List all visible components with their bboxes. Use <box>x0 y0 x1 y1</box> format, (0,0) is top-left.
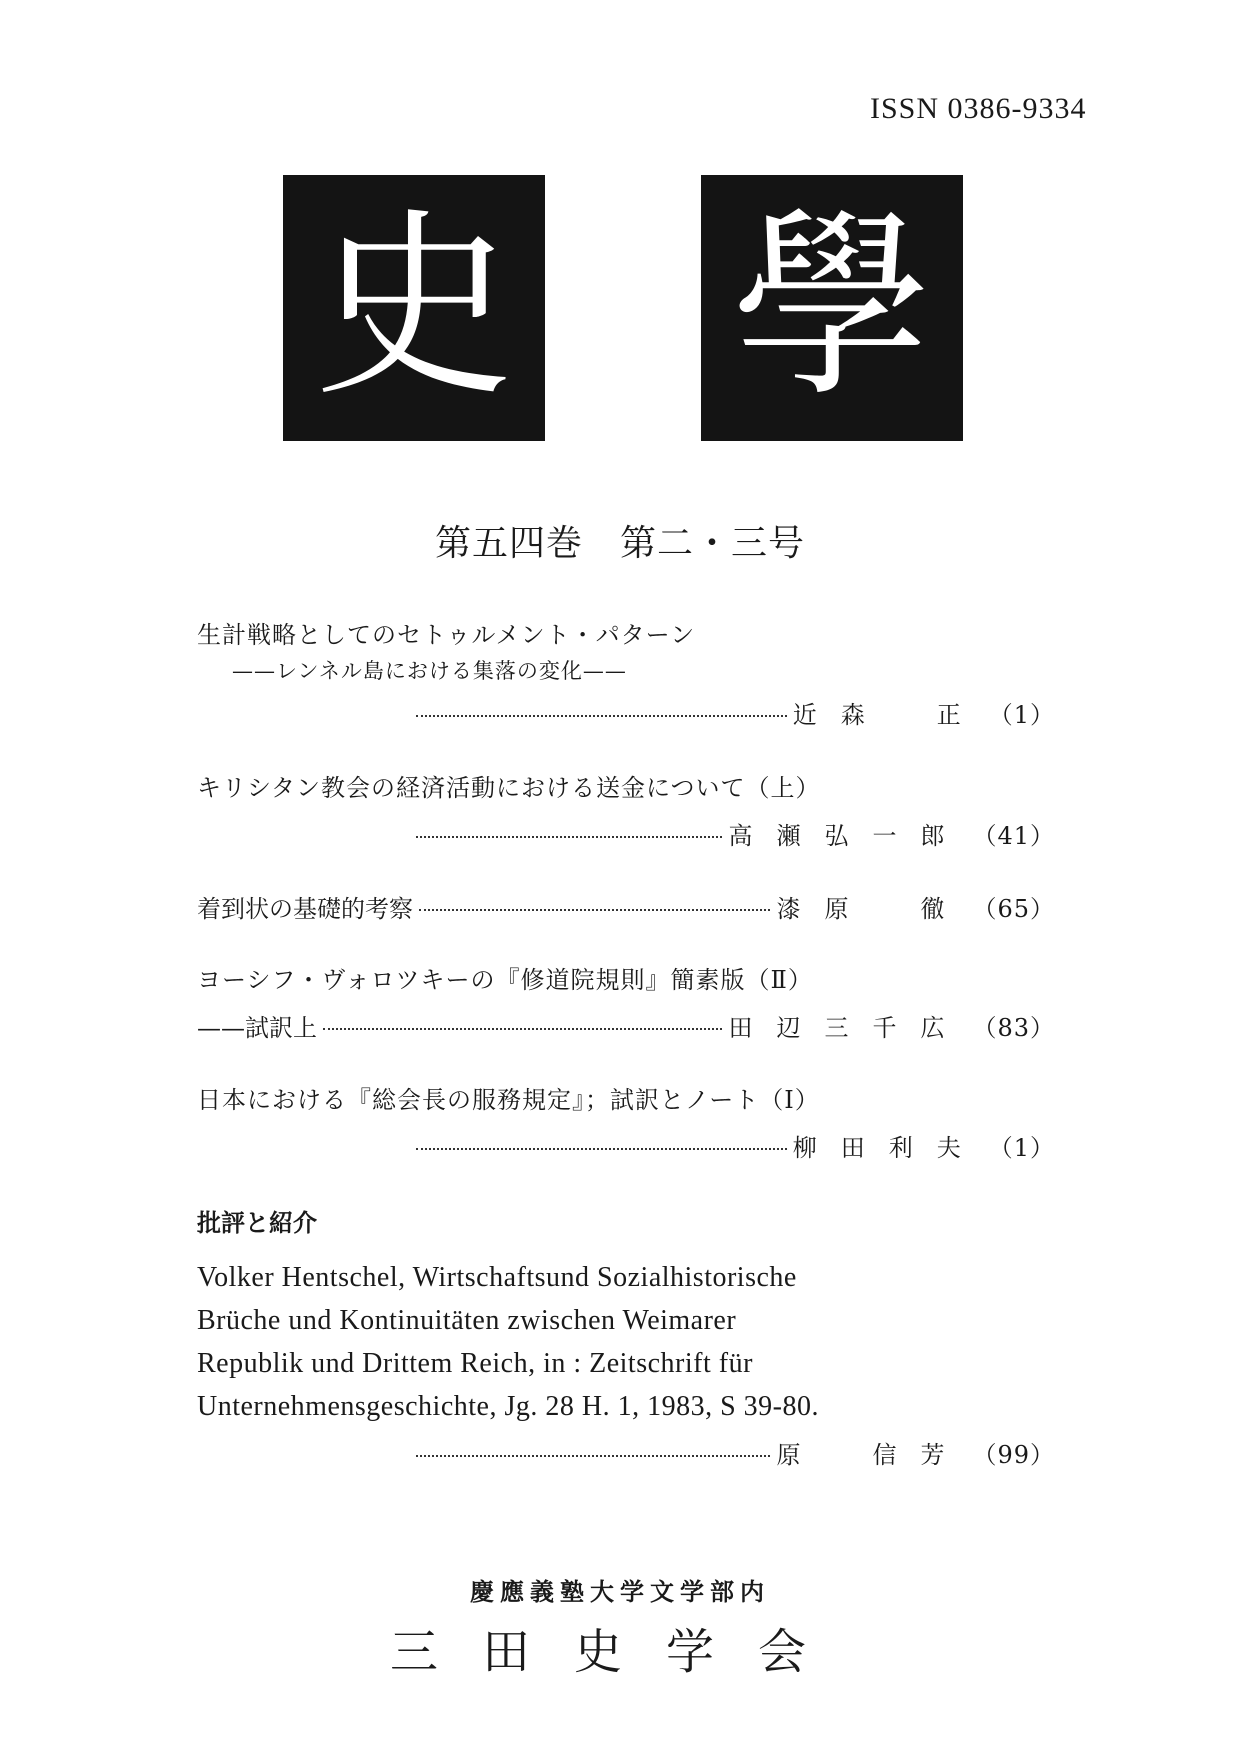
review-author: 原 信芳 <box>776 1441 969 1469</box>
review-line-4: Unternehmensgeschichte, Jg. 28 H. 1, 1983, S 39-80. <box>197 1391 819 1422</box>
article-1-subtitle: ——レンネル島における集落の変化—— <box>232 659 627 683</box>
review-line-1: Volker Hentschel, Wirtschaftsund Sozialhistorische <box>197 1262 797 1293</box>
article-2-author: 高瀬弘一郎 <box>728 822 969 850</box>
article-5-byline <box>410 1128 1055 1163</box>
article-2-page: （41） <box>972 822 1055 850</box>
review-line-3: Republik und Drittem Reich, in : Zeitschrift für <box>197 1348 753 1379</box>
volume-issue: 第五四巻 第二・三号 <box>434 523 805 564</box>
dot-leader <box>416 715 787 717</box>
section-heading-reviews: 批評と紹介 <box>197 1208 317 1237</box>
article-3-row <box>197 889 1055 924</box>
article-5-title: 日本における『総会長の服務規定』；試訳とノート（Ⅰ） <box>197 1086 820 1114</box>
article-1-author: 近森 正 <box>792 701 985 729</box>
article-1-byline <box>410 695 1055 730</box>
issn-number: ISSN 0386-9334 <box>870 92 1087 125</box>
dot-leader <box>416 836 722 838</box>
article-5-page: （1） <box>988 1134 1055 1162</box>
article-3-author: 漆原 徹 <box>776 895 969 923</box>
article-3-page: （65） <box>972 895 1055 923</box>
article-1-title: 生計戦略としてのセトゥルメント・パターン <box>197 621 696 649</box>
article-4-author: 田辺三千広 <box>728 1014 969 1042</box>
review-line-2: Brüche und Kontinuitäten zwischen Weimarer <box>197 1305 737 1336</box>
review-byline <box>410 1435 1055 1470</box>
publisher-name: 三田史学会 <box>389 1624 850 1680</box>
dot-leader <box>416 1455 770 1457</box>
publisher-affiliation: 慶應義塾大学文学部内 <box>470 1577 770 1606</box>
article-4-row <box>197 1008 1055 1043</box>
journal-title-char-2: 學 <box>701 175 963 441</box>
article-2-byline <box>410 816 1055 851</box>
article-4-title: ヨーシフ・ヴォロツキーの『修道院規則』簡素版（Ⅱ） <box>197 966 813 994</box>
article-1-page: （1） <box>988 701 1055 729</box>
journal-title-char-1: 史 <box>283 175 545 441</box>
article-3-title: 着到状の基礎的考察 <box>197 895 413 923</box>
dot-leader <box>323 1028 722 1030</box>
dot-leader <box>416 1148 787 1150</box>
article-4-title-line2: ——試訳上 <box>197 1014 317 1042</box>
article-4-page: （83） <box>972 1014 1055 1042</box>
review-page: （99） <box>972 1441 1055 1469</box>
dot-leader <box>419 909 770 911</box>
article-2-title: キリシタン教会の経済活動における送金について（上） <box>197 774 821 802</box>
article-5-author: 柳田利夫 <box>792 1134 985 1162</box>
